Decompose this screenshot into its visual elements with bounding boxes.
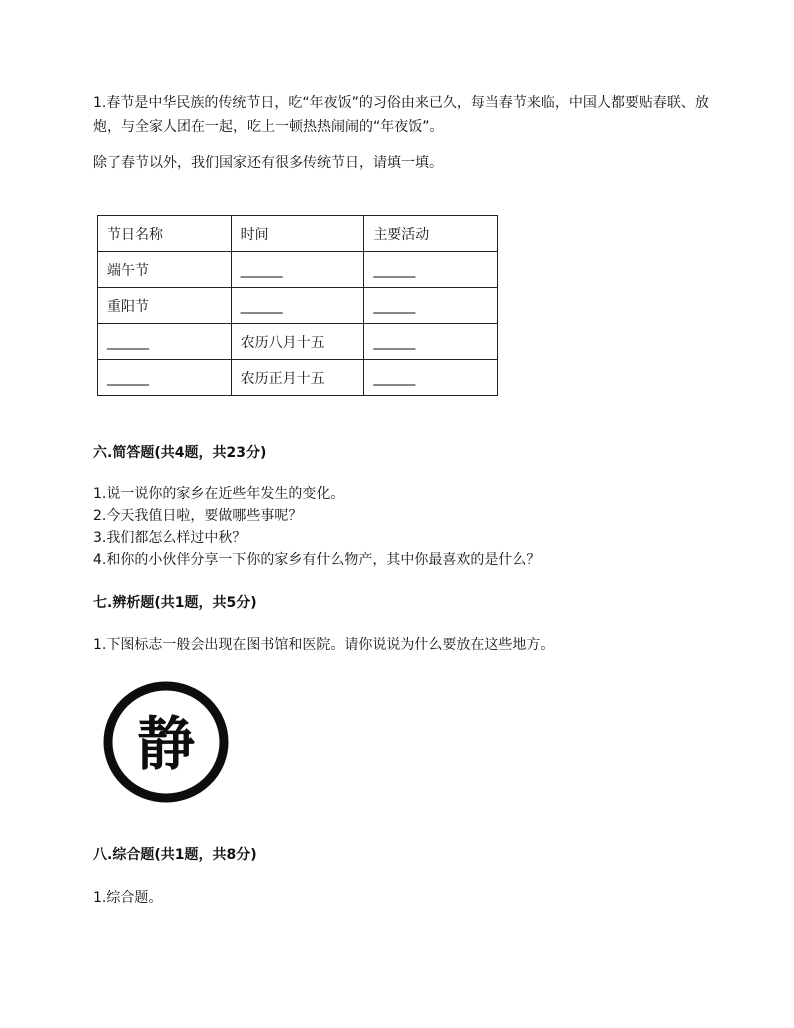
table-prompt: 除了春节以外，我们国家还有很多传统节日，请填一填。 <box>93 155 443 171</box>
short-answer-questions <box>93 483 713 571</box>
blank-cell: ______ <box>364 252 498 288</box>
blank-cell: ______ <box>364 288 498 324</box>
blank-cell: ______ <box>364 360 498 396</box>
analysis-question: 1.下图标志一般会出现在图书馆和医院。请你说说为什么要放在这些地方。 <box>93 637 555 653</box>
header-holiday-name: 节日名称 <box>98 216 232 252</box>
table-row <box>98 252 498 288</box>
quiet-sign-icon <box>102 680 230 804</box>
intro-paragraph: 1.春节是中华民族的传统节日，吃“年夜饭”的习俗由来已久，每当春节来临，中国人都要贴春联、放炮，与全家人团在一起，吃上一顿热热闹闹的“年夜饭”。 <box>93 95 709 135</box>
sign-character: 静 <box>136 710 196 778</box>
table-cell: 农历正月十五 <box>231 360 364 396</box>
blank-cell: ______ <box>231 288 364 324</box>
list-item: 2.今天我值日啦，要做哪些事呢？ <box>93 508 303 524</box>
table-cell: 端午节 <box>98 252 232 288</box>
header-time: 时间 <box>231 216 364 252</box>
list-item: 4.和你的小伙伴分享一下你的家乡有什么物产，其中你最喜欢的是什么？ <box>93 552 541 568</box>
table-cell: 重阳节 <box>98 288 232 324</box>
blank-cell: ______ <box>98 360 232 396</box>
table-header-row <box>98 216 498 252</box>
blank-cell: ______ <box>98 324 232 360</box>
table-row <box>98 324 498 360</box>
section-heading-short-answer: 六.简答题(共4题，共23分) <box>93 445 267 461</box>
table-cell: 农历八月十五 <box>231 324 364 360</box>
blank-cell: ______ <box>364 324 498 360</box>
list-item: 3.我们都怎么样过中秋？ <box>93 530 247 546</box>
holiday-table <box>97 215 498 396</box>
table-row <box>98 288 498 324</box>
table-row <box>98 360 498 396</box>
comprehensive-question: 1.综合题。 <box>93 890 163 906</box>
blank-cell: ______ <box>231 252 364 288</box>
list-item: 1.说一说你的家乡在近些年发生的变化。 <box>93 486 345 502</box>
section-heading-analysis: 七.辨析题(共1题，共5分) <box>93 595 257 611</box>
section-heading-comprehensive: 八.综合题(共1题，共8分) <box>93 847 257 863</box>
header-activities: 主要活动 <box>364 216 498 252</box>
